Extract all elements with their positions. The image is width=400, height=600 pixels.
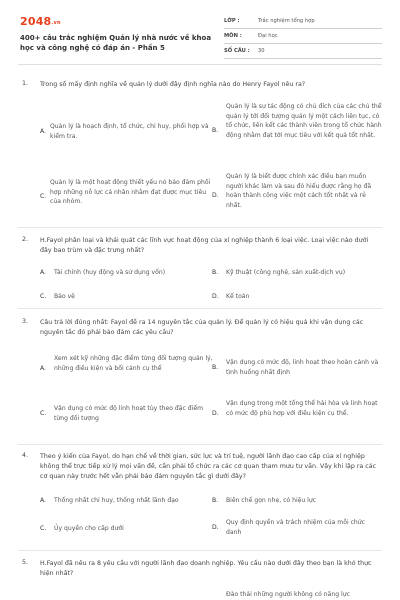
option-text: Vận dụng trong một tổng thể hài hòa và linh hoạt có mức độ phù hợp với điều kiện cụ thể. [226,400,378,417]
option-letter: D. [212,524,219,531]
meta-value: 30 [258,48,265,54]
option-text: Biên chế gọn nhẹ, có hiệu lực [226,497,317,504]
option-letter: B. [212,497,219,504]
option-letter: C. [40,525,47,532]
meta-key: MÔN : [224,33,242,39]
logo-main: 2048 [20,15,52,28]
option-text: Quản lý là sự tác động có chủ đích của các chủ thể quản lý tới đối tượng quản lý một cách liên tục, có tổ chức, liên kết các thành viên trong tổ chức hành động nhằm đạt tới mục tiêu với kết quả tốt nhất. [226,103,382,139]
header-divider [18,64,382,65]
question-divider [18,308,382,309]
option-text: Vận dụng có mức độ linh hoạt tùy theo đặc điểm từng đối tượng [54,405,204,422]
option-letter: B. [212,127,219,134]
question-number: 3. [22,318,29,325]
document-title: 400+ câu trắc nghiệm Quản lý nhà nước về khoa học và công nghệ có đáp án - Phần 5 [20,34,212,52]
option-letter: D. [212,192,219,199]
meta-row-subject [224,29,382,44]
question-number: 1. [22,80,29,87]
option-letter: A. [40,365,46,372]
option-letter: A. [40,128,46,135]
option-text: Kỹ thuật (công nghệ, sản xuất-dịch vụ) [226,269,346,276]
option-letter: C. [40,410,47,417]
question-number: 5. [22,559,29,566]
site-logo[interactable] [20,15,61,28]
option-text: Xem xét kỹ những đặc điểm từng đối tượng quản lý, những điều kiện và bối cảnh cụ thể [54,355,213,372]
option-letter: C. [40,193,47,200]
option-letter: B. [212,364,219,371]
question-divider [18,227,382,228]
meta-value: Trắc nghiệm tổng hợp [258,18,315,24]
option-text: Quản lý là một hoạt động thiết yếu nó bảo đảm phối hợp những nỗ lực cá nhân nhằm đạt được mục tiêu của nhóm. [50,179,211,206]
document-meta [224,14,382,59]
option-letter: A. [40,497,46,504]
question-text: Câu trả lời đúng nhất: Fayol đề ra 14 nguyên tắc của quản lý. Để quản lý có hiệu quả khi vận dụng các nguyên tắc đó phải bảo đảm các yêu cầu? [40,319,364,336]
option-text: Quy định quyền và trách nhiệm của mỗi chức danh [226,519,366,536]
question-number: 4. [22,452,29,459]
option-letter: C. [40,293,47,300]
question-text: Trong số mấy định nghĩa về quản lý dưới đây định nghĩa nào do Henry Fayol nêu ra? [40,81,306,88]
question-text: H.Fayol đã nêu ra 8 yêu cầu với người lãnh đạo doanh nghiệp. Yêu cầu nào dưới đây theo bạn là khó thực hiện nhất? [40,560,372,577]
option-text: Quản lý là hoạch định, tổ chức, chỉ huy, phối hợp và kiểm tra. [50,123,209,140]
question-text: H.Fayol phân loại và khái quát các lĩnh vực hoạt động của xí nghiệp thành 6 loại việc. Loại việc nào dưới đây bao trùm và đặc trưng nhất? [40,237,369,254]
option-text: Tài chính (huy động và sử dụng vốn) [54,269,166,276]
option-text: Bảo vệ [54,293,75,300]
question-number: 2. [22,236,29,243]
option-letter: D. [212,410,219,417]
question-text: Theo ý kiến của Fayol, do hạn chế về thời gian, sức lực và trí tuệ, người lãnh đạo cao cấp của xí nghiệp không thể trực tiếp xử lý mọi vấn đề, cần phải tổ chức ra các cơ quan tham mưu tư vấn. Vậy khi lập ra các cơ quan này trước hết vẫn phải bảo đảm nguyên tắc gì dưới đây? [40,453,377,480]
meta-value: Đại học [258,33,278,39]
option-text: Thống nhất chỉ huy, thống nhất lãnh đạo [54,497,179,504]
meta-row-class [224,14,382,29]
option-letter: D. [212,293,219,300]
option-text: Kế toán [226,293,250,300]
logo-suffix: .vn [51,20,61,26]
question-divider [18,444,382,445]
question-divider [18,550,382,551]
option-text: Đào thải những người không có năng lực [226,591,350,598]
option-letter: A. [40,269,46,276]
meta-key: SỐ CÂU : [224,48,250,54]
option-text: Quản lý là biết được chính xác điều bạn muốn người khác làm và sau đó hiểu được rằng họ đã hoàn thành công việc một cách tốt nhất và rẻ nhất. [226,173,372,209]
meta-row-count [224,44,382,59]
meta-key: LỚP : [224,18,240,24]
option-text: Vận dụng có mức độ, linh hoạt theo hoàn cảnh và tình huống nhất định [226,359,379,376]
option-text: Ủy quyền cho cấp dưới [54,525,124,532]
option-letter: B. [212,269,219,276]
document-header [0,0,400,62]
